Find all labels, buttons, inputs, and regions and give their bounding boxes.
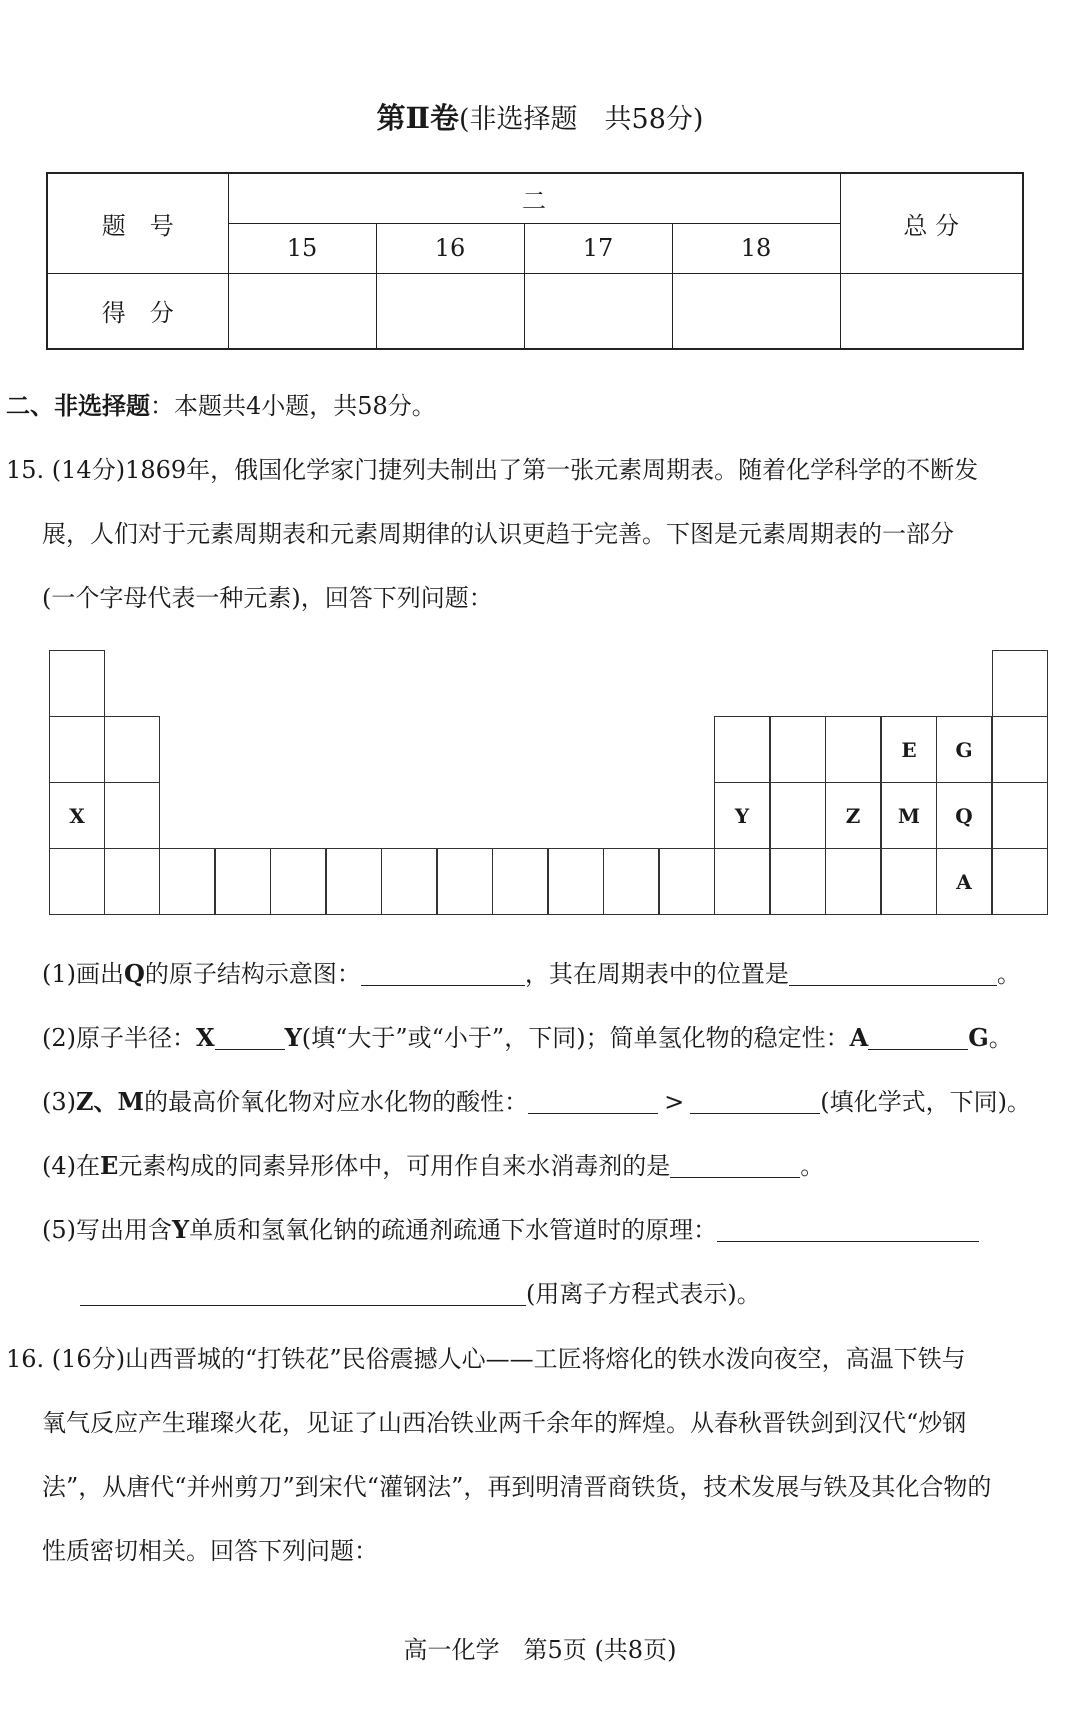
q15-sub3-gt: >	[664, 1088, 685, 1116]
q15-sub2-prefix: (2)原子半径：	[42, 1024, 196, 1052]
q15-sub3-blank1[interactable]	[528, 1091, 658, 1114]
q15-sub2-g: G	[968, 1023, 989, 1052]
q15-sub2-blank2[interactable]	[868, 1027, 968, 1050]
q15-sub3-prefix: (3)	[42, 1088, 76, 1116]
pt-cell-4-16	[881, 848, 937, 915]
score-cell-17[interactable]	[524, 273, 672, 349]
pt-cell-4-9	[492, 848, 548, 915]
q15-sub5	[42, 1210, 979, 1245]
q15-sub1	[42, 954, 1021, 989]
pt-cell-4-13	[714, 848, 770, 915]
part2-heading-rest: ：本题共4小题，共58分。	[150, 392, 436, 420]
total-score-label: 总 分	[840, 173, 1023, 273]
q15-sub2-x: X	[196, 1023, 215, 1052]
score-row-label: 得 分	[47, 273, 228, 349]
q15-sub2	[42, 1018, 1013, 1053]
q15-sub3-blank2[interactable]	[690, 1091, 820, 1114]
pt-cell-4-11	[603, 848, 659, 915]
pt-cell-4-12	[659, 848, 715, 915]
q15-sub1-blank1[interactable]	[361, 963, 525, 986]
pt-cell-1-1	[49, 650, 105, 717]
q15-sub5-blank1[interactable]	[717, 1219, 979, 1242]
q15-line1: 15. (14分)1869年，俄国化学家门捷列夫制出了第一张元素周期表。随着化学科学的不断发	[6, 456, 979, 484]
q16-line1: 16. (16分)山西晋城的“打铁花”民俗震撼人心——工匠将熔化的铁水泼向夜空，高温下铁与	[6, 1345, 966, 1373]
pt-cell-e: E	[881, 716, 937, 783]
q15-sub1-prefix: (1)画出	[42, 960, 124, 988]
section-title-sub: (非选择题 共58分)	[459, 104, 704, 135]
pt-cell-y: Y	[714, 782, 770, 849]
q15-line3: (一个字母代表一种元素)，回答下列问题：	[42, 584, 493, 612]
q15-sub4	[42, 1146, 824, 1181]
pt-cell-2-1	[49, 716, 105, 783]
pt-cell-3-14	[770, 782, 826, 849]
section-title-main: 第Ⅱ卷	[376, 101, 459, 135]
pt-cell-4-1	[49, 848, 105, 915]
q15-sub5-blank2[interactable]	[80, 1283, 526, 1306]
pt-cell-4-5	[270, 848, 326, 915]
q15-sub4-blank[interactable]	[670, 1155, 800, 1178]
pt-cell-2-13	[714, 716, 770, 783]
section-title	[0, 96, 1080, 137]
pt-cell-2-18	[992, 716, 1048, 783]
q15-sub4-prefix: (4)在	[42, 1152, 100, 1180]
pt-cell-a: A	[936, 848, 992, 915]
pt-cell-4-4	[215, 848, 271, 915]
question-17-header: 17	[524, 223, 672, 273]
q15-sub5-prefix: (5)写出用含	[42, 1216, 172, 1244]
q15-sub2-a: A	[849, 1023, 869, 1052]
q15-sub1-text: 的原子结构示意图：	[144, 960, 361, 988]
q16-line3: 法”，从唐代“并州剪刀”到宋代“灌钢法”，再到明清晋商铁货，技术发展与铁及其化合物的	[42, 1473, 992, 1501]
q15-sub1-element: Q	[124, 959, 145, 988]
q15-sub2-end: 。	[988, 1024, 1013, 1052]
pt-cell-4-15	[825, 848, 881, 915]
q15-sub1-end: 。	[996, 960, 1021, 988]
section-two-label: 二	[228, 173, 840, 223]
pt-cell-x: X	[49, 782, 105, 849]
question-number-label: 题 号	[47, 173, 228, 273]
q15-sub3-text: 的最高价氧化物对应水化物的酸性：	[144, 1088, 529, 1116]
q16-line2: 氧气反应产生璀璨火花，见证了山西冶铁业两千余年的辉煌。从春秋晋铁剑到汉代“炒钢	[42, 1409, 967, 1437]
part2-heading-bold: 二、非选择题	[6, 391, 150, 420]
q15-sub1-text2: ，其在周期表中的位置是	[524, 960, 789, 988]
q15-sub5-text: 单质和氢氧化钠的疏通剂疏通下水管道时的原理：	[189, 1216, 718, 1244]
score-cell-15[interactable]	[228, 273, 376, 349]
pt-cell-q: Q	[936, 782, 992, 849]
q15-sub5-y: Y	[172, 1215, 190, 1244]
pt-cell-4-6	[326, 848, 382, 915]
pt-cell-2-2	[104, 716, 160, 783]
q15-sub3-zm: Z、M	[76, 1087, 145, 1116]
pt-cell-4-18	[992, 848, 1048, 915]
pt-cell-4-8	[437, 848, 493, 915]
pt-cell-3-18	[992, 782, 1048, 849]
pt-cell-3-2	[104, 782, 160, 849]
pt-cell-g: G	[936, 716, 992, 783]
q15-sub1-blank2[interactable]	[789, 963, 997, 986]
pt-cell-4-2	[104, 848, 160, 915]
q15-sub5-text2: (用离子方程式表示)。	[526, 1280, 761, 1308]
q15-sub3-text2: (填化学式，下同)。	[820, 1088, 1031, 1116]
score-cell-16[interactable]	[376, 273, 524, 349]
pt-cell-2-15	[825, 716, 881, 783]
pt-cell-2-14	[770, 716, 826, 783]
pt-cell-z: Z	[825, 782, 881, 849]
q15-sub4-e: E	[100, 1151, 119, 1180]
pt-cell-4-3	[159, 848, 215, 915]
score-cell-18[interactable]	[672, 273, 840, 349]
q15-line2: 展，人们对于元素周期表和元素周期律的认识更趋于完善。下图是元素周期表的一部分	[42, 520, 954, 548]
q15-sub2-text: (填“大于”或“小于”，下同)；简单氢化物的稳定性：	[301, 1024, 850, 1052]
page-footer: 高一化学 第5页 (共8页)	[403, 1636, 677, 1664]
question-16-header: 16	[376, 223, 524, 273]
score-table	[46, 172, 1024, 350]
question-15-header: 15	[228, 223, 376, 273]
pt-cell-4-7	[381, 848, 437, 915]
score-cell-total[interactable]	[840, 273, 1023, 349]
q15-sub5-line2	[80, 1274, 761, 1309]
q15-sub4-text: 元素构成的同素异形体中，可用作自来水消毒剂的是	[118, 1152, 671, 1180]
pt-cell-4-10	[548, 848, 604, 915]
q15-sub2-y: Y	[284, 1023, 302, 1052]
part2-heading	[6, 386, 436, 421]
q15-sub3	[42, 1082, 1031, 1117]
pt-cell-4-14	[770, 848, 826, 915]
pt-cell-1-18	[992, 650, 1048, 717]
q16-line4: 性质密切相关。回答下列问题：	[42, 1537, 378, 1565]
pt-cell-m: M	[881, 782, 937, 849]
q15-sub2-blank1[interactable]	[215, 1027, 285, 1050]
q15-sub4-end: 。	[800, 1152, 825, 1180]
question-18-header: 18	[672, 223, 840, 273]
